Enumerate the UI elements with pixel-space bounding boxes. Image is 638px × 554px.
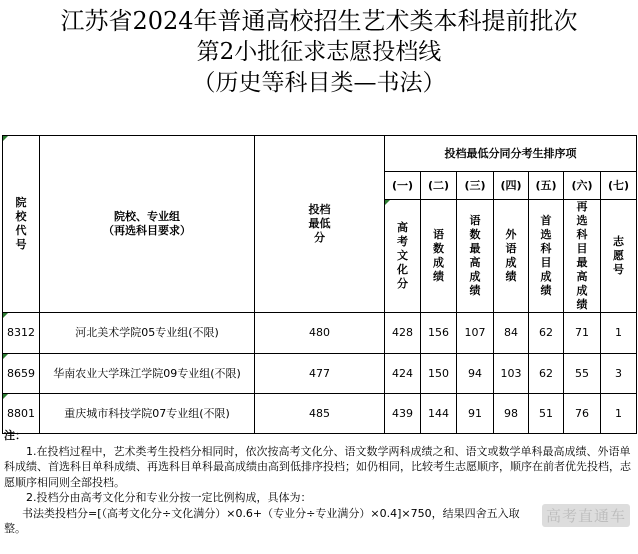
- table-row: [3, 354, 637, 394]
- sub-label-2: 语数成绩: [421, 200, 457, 313]
- row-item-1: 439: [385, 394, 421, 434]
- notes-formula-end: 整。: [4, 522, 26, 535]
- row-item-6: 55: [564, 354, 601, 394]
- title-line-3: （历史等科目类—书法）: [192, 70, 446, 96]
- row-min-score: 485: [255, 394, 385, 434]
- watermark: 高考直通车: [542, 504, 630, 527]
- row-item-4: 84: [494, 313, 529, 354]
- notes-formula: 书法类投档分=[（高考文化分÷文化满分）×0.6+（专业分÷专业满分）×0.4]×750，结果四舍五入取: [22, 506, 520, 520]
- sub-index-7: (七): [601, 172, 637, 200]
- notes-paragraph-1: 1.在投档过程中，艺术类考生投档分相同时，依次按高考文化分、语文数学两科成绩之和、语文或数学单科最高成绩、外语单科成绩、首选科目单科成绩、再选科目单科最高成绩由高到低排序投档；如仍相同，比较考生志愿顺序，顺序在前者优先投档，志愿顺序相同则全部投档。: [4, 444, 631, 489]
- row-item-1: 424: [385, 354, 421, 394]
- sub-index-5: (五): [529, 172, 564, 200]
- row-item-4: 103: [494, 354, 529, 394]
- row-item-7: 3: [601, 354, 637, 394]
- row-school: 重庆城市科技学院07专业组(不限): [40, 394, 255, 434]
- header-school-sub: （再选科目要求）: [103, 224, 191, 237]
- header-school-label: 院校、专业组: [114, 210, 180, 223]
- header-school: [40, 136, 255, 313]
- score-table: [2, 135, 637, 434]
- row-item-3: 107: [457, 313, 494, 354]
- sub-index-3: (三): [457, 172, 494, 200]
- row-item-2: 150: [421, 354, 457, 394]
- row-item-1: 428: [385, 313, 421, 354]
- row-item-5: 51: [529, 394, 564, 434]
- notes-section: [4, 428, 634, 537]
- row-min-score: 480: [255, 313, 385, 354]
- row-item-7: 1: [601, 313, 637, 354]
- sub-index-4: (四): [494, 172, 529, 200]
- table-row: [3, 313, 637, 354]
- header-min-score: 投档最低分: [255, 136, 385, 313]
- row-item-2: 144: [421, 394, 457, 434]
- row-item-7: 1: [601, 394, 637, 434]
- title-block: [0, 6, 638, 99]
- header-ranking-group: 投档最低分同分考生排序项: [385, 136, 637, 172]
- row-item-6: 71: [564, 313, 601, 354]
- header-row-1: [3, 136, 637, 172]
- sub-index-1: (一): [385, 172, 421, 200]
- row-min-score: 477: [255, 354, 385, 394]
- sub-label-3: 语数最高成绩: [457, 200, 494, 313]
- row-item-5: 62: [529, 354, 564, 394]
- notes-paragraph-2: 2.投档分由高考文化分和专业分按一定比例构成，具体为：: [26, 491, 312, 504]
- sub-index-2: (二): [421, 172, 457, 200]
- sub-label-1: 高考文化分: [385, 200, 421, 313]
- title-line-1: 江苏省2024年普通高校招生艺术类本科提前批次: [60, 7, 578, 35]
- sub-label-7: 志愿号: [601, 200, 637, 313]
- row-school: 河北美术学院05专业组(不限): [40, 313, 255, 354]
- sub-label-4: 外语成绩: [494, 200, 529, 313]
- row-item-4: 98: [494, 394, 529, 434]
- sub-label-5: 首选科目成绩: [529, 200, 564, 313]
- notes-label: 注：: [4, 429, 26, 442]
- row-code: 8801: [3, 394, 40, 434]
- row-school: 华南农业大学珠江学院09专业组(不限): [40, 354, 255, 394]
- row-item-5: 62: [529, 313, 564, 354]
- row-item-6: 76: [564, 394, 601, 434]
- sub-label-6: 再选科目最高成绩: [564, 200, 601, 313]
- header-code: 院校代号: [3, 136, 40, 313]
- sub-index-6: (六): [564, 172, 601, 200]
- row-code: 8659: [3, 354, 40, 394]
- row-item-2: 156: [421, 313, 457, 354]
- row-item-3: 94: [457, 354, 494, 394]
- row-item-3: 91: [457, 394, 494, 434]
- title-line-2: 第2小批征求志愿投档线: [196, 39, 442, 65]
- row-code: 8312: [3, 313, 40, 354]
